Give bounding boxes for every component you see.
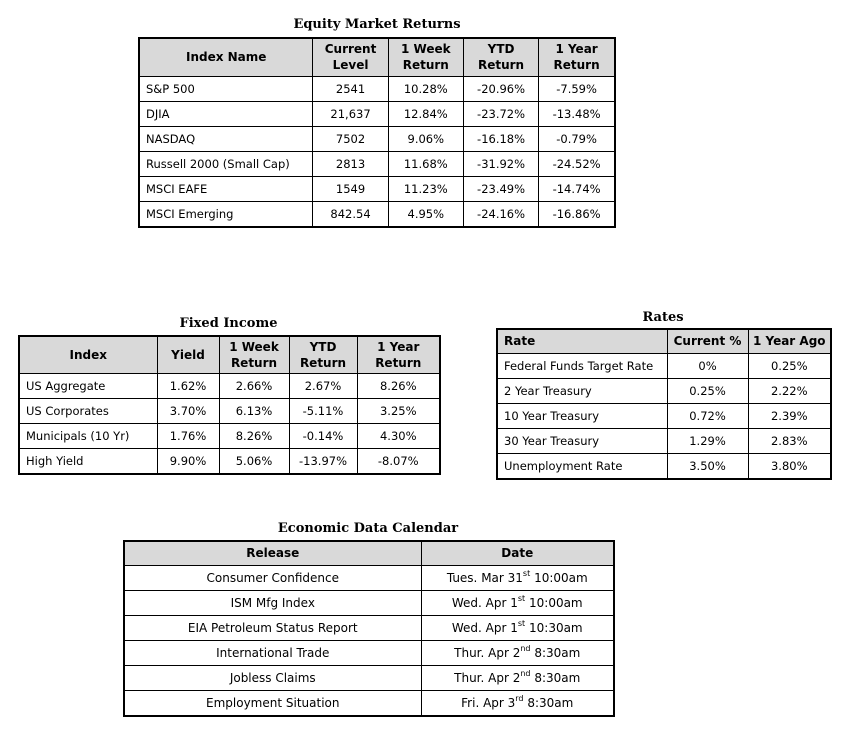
calendar-header-date: Date bbox=[421, 541, 614, 565]
rate-name: 30 Year Treasury bbox=[497, 428, 667, 453]
current-level: 2541 bbox=[313, 76, 388, 101]
year-return: 8.26% bbox=[357, 373, 440, 398]
release-day: Wed. Apr 1 bbox=[451, 595, 518, 610]
equity-header-week: 1 Week Return bbox=[388, 38, 463, 76]
equity-header-year: 1 Year Return bbox=[539, 38, 615, 76]
rate-current: 1.29% bbox=[667, 428, 748, 453]
index-name: Russell 2000 (Small Cap) bbox=[139, 151, 313, 176]
release-day: Wed. Apr 1 bbox=[451, 620, 518, 635]
release-day: Tues. Mar 31 bbox=[446, 570, 523, 585]
ytd-return: -0.14% bbox=[289, 423, 357, 448]
week-return: 6.13% bbox=[219, 398, 289, 423]
table-row bbox=[139, 151, 615, 176]
table-row bbox=[124, 640, 614, 665]
ytd-return: -16.18% bbox=[463, 126, 538, 151]
fixed-header-week: 1 Week Return bbox=[219, 336, 289, 373]
table-row bbox=[19, 423, 440, 448]
week-return: 12.84% bbox=[388, 101, 463, 126]
week-return: 10.28% bbox=[388, 76, 463, 101]
release-time: 8:30am bbox=[527, 695, 574, 710]
week-return: 11.68% bbox=[388, 151, 463, 176]
week-return: 9.06% bbox=[388, 126, 463, 151]
ytd-return: -20.96% bbox=[463, 76, 538, 101]
release-name: Consumer Confidence bbox=[124, 565, 421, 590]
fixed-header-ytd: YTD Return bbox=[289, 336, 357, 373]
release-name: EIA Petroleum Status Report bbox=[124, 615, 421, 640]
table-row bbox=[139, 76, 615, 101]
table-row bbox=[19, 448, 440, 474]
year-return: -14.74% bbox=[539, 176, 615, 201]
equity-header-level: Current Level bbox=[313, 38, 388, 76]
ytd-return: -23.49% bbox=[463, 176, 538, 201]
day-suffix: st bbox=[517, 618, 526, 628]
ytd-return: -13.97% bbox=[289, 448, 357, 474]
year-return: 3.25% bbox=[357, 398, 440, 423]
release-date bbox=[421, 590, 614, 615]
fixed-header-yield: Yield bbox=[157, 336, 219, 373]
week-return: 8.26% bbox=[219, 423, 289, 448]
year-return: -0.79% bbox=[539, 126, 615, 151]
table-row bbox=[139, 101, 615, 126]
table-row bbox=[139, 126, 615, 151]
year-return: -13.48% bbox=[539, 101, 615, 126]
rates-header-year-ago: 1 Year Ago bbox=[748, 329, 831, 353]
year-return: 4.30% bbox=[357, 423, 440, 448]
release-name: Jobless Claims bbox=[124, 665, 421, 690]
day-suffix: st bbox=[522, 568, 531, 578]
ytd-return: -5.11% bbox=[289, 398, 357, 423]
table-row bbox=[497, 428, 831, 453]
yield: 1.62% bbox=[157, 373, 219, 398]
current-level: 842.54 bbox=[313, 201, 388, 227]
table-row bbox=[497, 403, 831, 428]
index-name: MSCI EAFE bbox=[139, 176, 313, 201]
rate-name: 10 Year Treasury bbox=[497, 403, 667, 428]
rate-current: 0.72% bbox=[667, 403, 748, 428]
rate-name: Federal Funds Target Rate bbox=[497, 353, 667, 378]
table-row bbox=[124, 565, 614, 590]
year-return: -16.86% bbox=[539, 201, 615, 227]
equity-section bbox=[138, 15, 616, 228]
calendar-table bbox=[123, 540, 615, 717]
day-suffix: rd bbox=[515, 693, 524, 703]
table-row bbox=[497, 378, 831, 403]
ytd-return: -31.92% bbox=[463, 151, 538, 176]
table-row bbox=[124, 665, 614, 690]
equity-header-index: Index Name bbox=[139, 38, 313, 76]
ytd-return: 2.67% bbox=[289, 373, 357, 398]
calendar-title: Economic Data Calendar bbox=[277, 521, 459, 536]
table-row bbox=[139, 176, 615, 201]
equity-header-ytd: YTD Return bbox=[463, 38, 538, 76]
release-date bbox=[421, 565, 614, 590]
table-row bbox=[497, 353, 831, 378]
release-time: 10:30am bbox=[529, 620, 583, 635]
release-name: International Trade bbox=[124, 640, 421, 665]
year-return: -24.52% bbox=[539, 151, 615, 176]
index-name: S&P 500 bbox=[139, 76, 313, 101]
rate-year-ago: 3.80% bbox=[748, 453, 831, 479]
index-name: US Corporates bbox=[19, 398, 157, 423]
day-suffix: nd bbox=[520, 668, 531, 678]
release-day: Thur. Apr 2 bbox=[454, 645, 521, 660]
table-row bbox=[19, 398, 440, 423]
rate-year-ago: 0.25% bbox=[748, 353, 831, 378]
current-level: 21,637 bbox=[313, 101, 388, 126]
release-day: Thur. Apr 2 bbox=[454, 670, 521, 685]
rate-year-ago: 2.22% bbox=[748, 378, 831, 403]
rates-title: Rates bbox=[642, 310, 684, 325]
index-name: NASDAQ bbox=[139, 126, 313, 151]
release-time: 8:30am bbox=[534, 645, 581, 660]
release-name: Employment Situation bbox=[124, 690, 421, 716]
fixed-header-year: 1 Year Return bbox=[357, 336, 440, 373]
current-level: 2813 bbox=[313, 151, 388, 176]
fixed-header-index: Index bbox=[19, 336, 157, 373]
table-row bbox=[124, 590, 614, 615]
current-level: 7502 bbox=[313, 126, 388, 151]
index-name: MSCI Emerging bbox=[139, 201, 313, 227]
ytd-return: -23.72% bbox=[463, 101, 538, 126]
table-row bbox=[124, 615, 614, 640]
release-date bbox=[421, 665, 614, 690]
rate-name: Unemployment Rate bbox=[497, 453, 667, 479]
release-time: 10:00am bbox=[534, 570, 588, 585]
day-suffix: nd bbox=[520, 643, 531, 653]
fixed-income-title: Fixed Income bbox=[179, 316, 278, 331]
year-return: -8.07% bbox=[357, 448, 440, 474]
rates-table bbox=[496, 328, 832, 480]
calendar-section bbox=[123, 519, 613, 717]
yield: 3.70% bbox=[157, 398, 219, 423]
year-return: -7.59% bbox=[539, 76, 615, 101]
release-date bbox=[421, 690, 614, 716]
table-row bbox=[497, 453, 831, 479]
index-name: DJIA bbox=[139, 101, 313, 126]
fixed-income-table bbox=[18, 335, 441, 475]
table-row bbox=[19, 373, 440, 398]
current-level: 1549 bbox=[313, 176, 388, 201]
release-name: ISM Mfg Index bbox=[124, 590, 421, 615]
week-return: 11.23% bbox=[388, 176, 463, 201]
fixed-income-section bbox=[18, 314, 439, 475]
yield: 9.90% bbox=[157, 448, 219, 474]
rate-current: 3.50% bbox=[667, 453, 748, 479]
ytd-return: -24.16% bbox=[463, 201, 538, 227]
index-name: High Yield bbox=[19, 448, 157, 474]
rate-name: 2 Year Treasury bbox=[497, 378, 667, 403]
calendar-header-release: Release bbox=[124, 541, 421, 565]
yield: 1.76% bbox=[157, 423, 219, 448]
rates-header-current: Current % bbox=[667, 329, 748, 353]
rate-current: 0% bbox=[667, 353, 748, 378]
week-return: 5.06% bbox=[219, 448, 289, 474]
rate-year-ago: 2.39% bbox=[748, 403, 831, 428]
release-day: Fri. Apr 3 bbox=[461, 695, 516, 710]
release-time: 8:30am bbox=[534, 670, 581, 685]
rate-current: 0.25% bbox=[667, 378, 748, 403]
equity-title: Equity Market Returns bbox=[293, 17, 461, 32]
index-name: Municipals (10 Yr) bbox=[19, 423, 157, 448]
table-row bbox=[139, 201, 615, 227]
release-date bbox=[421, 615, 614, 640]
rate-year-ago: 2.83% bbox=[748, 428, 831, 453]
release-date bbox=[421, 640, 614, 665]
index-name: US Aggregate bbox=[19, 373, 157, 398]
week-return: 2.66% bbox=[219, 373, 289, 398]
week-return: 4.95% bbox=[388, 201, 463, 227]
rates-header-rate: Rate bbox=[497, 329, 667, 353]
table-row bbox=[124, 690, 614, 716]
rates-section bbox=[496, 308, 830, 480]
equity-table bbox=[138, 37, 616, 228]
day-suffix: st bbox=[517, 593, 526, 603]
release-time: 10:00am bbox=[529, 595, 583, 610]
